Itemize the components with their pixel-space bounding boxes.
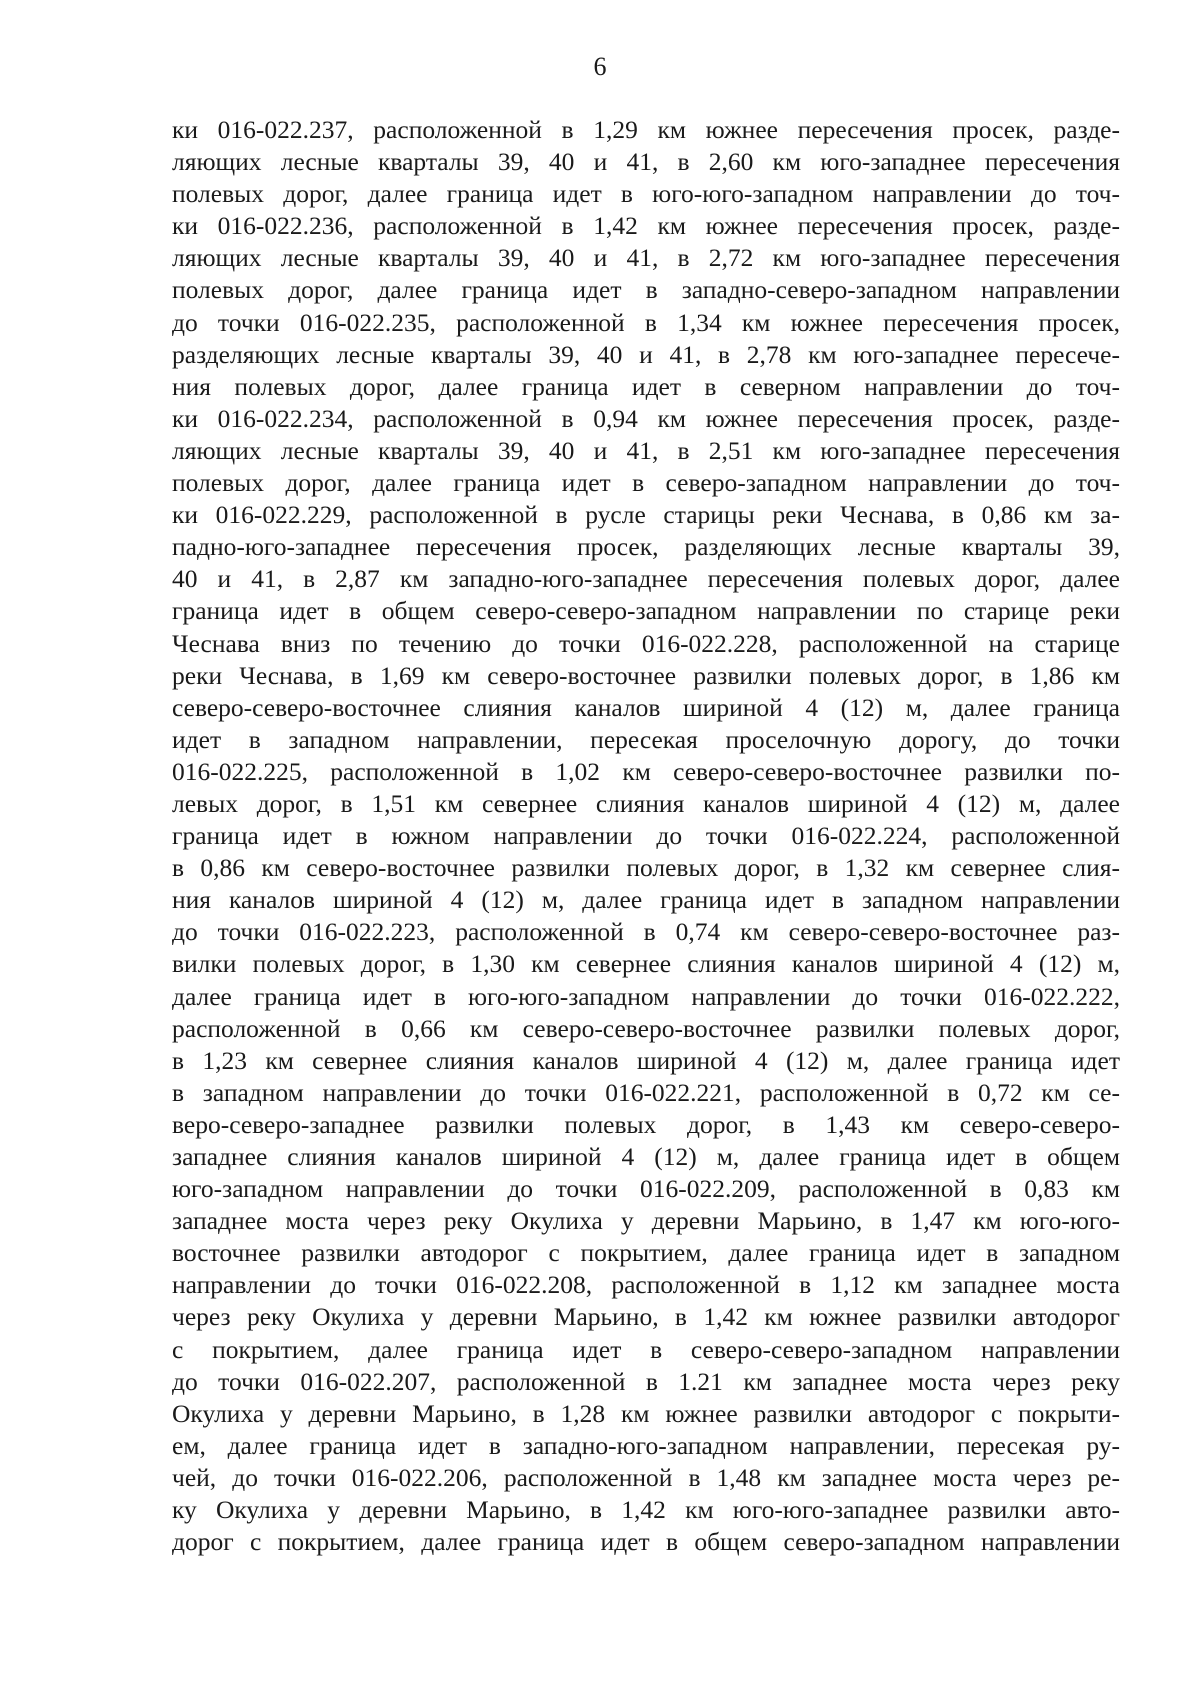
text-line: в 1,23 км севернее слияния каналов шириной 4 (12) м, далее граница идет (172, 1045, 1120, 1075)
text-line: идет в западном направлении, пересекая проселочную дорогу, до точки (172, 724, 1120, 754)
text-line: ки 016-022.229, расположенной в русле старицы реки Чеснава, в 0,86 км за- (172, 500, 1120, 530)
text-line: с покрытием, далее граница идет в северо-северо-западном направлении (172, 1334, 1120, 1364)
text-line: 016-022.225, расположенной в 1,02 км северо-северо-восточнее развилки по- (172, 756, 1120, 786)
text-line: северо-северо-восточнее слияния каналов шириной 4 (12) м, далее граница (172, 692, 1120, 722)
text-line: через реку Окулиха у деревни Марьино, в 1,42 км южнее развилки автодорог (172, 1302, 1120, 1332)
text-line: западнее моста через реку Окулиха у деревни Марьино, в 1,47 км юго-юго- (172, 1206, 1120, 1236)
text-line: ляющих лесные кварталы 39, 40 и 41, в 2,51 км юго-западнее пересечения (172, 435, 1120, 465)
text-line: ния каналов шириной 4 (12) м, далее граница идет в западном направлении (172, 885, 1120, 915)
text-line: ки 016-022.236, расположенной в 1,42 км южнее пересечения просек, разде- (172, 211, 1120, 241)
text-line: ляющих лесные кварталы 39, 40 и 41, в 2,72 км юго-западнее пересечения (172, 243, 1120, 273)
text-line: падно-юго-западнее пересечения просек, разделяющих лесные кварталы 39, (172, 532, 1120, 562)
text-line: Чеснава вниз по течению до точки 016-022.228, расположенной на старице (172, 628, 1120, 658)
text-line: чей, до точки 016-022.206, расположенной в 1,48 км западнее моста через ре- (172, 1462, 1120, 1492)
text-line: реки Чеснава, в 1,69 км северо-восточнее развилки полевых дорог, в 1,86 км (172, 660, 1120, 690)
text-line: полевых дорог, далее граница идет в северо-западном направлении до точ- (172, 468, 1120, 498)
text-line: Окулиха у деревни Марьино, в 1,28 км южнее развилки автодорог с покрыти- (172, 1398, 1120, 1428)
page-number: 6 (593, 52, 607, 81)
text-line: восточнее развилки автодорог с покрытием, далее граница идет в западном (172, 1238, 1120, 1268)
text-line: ем, далее граница идет в западно-юго-западном направлении, пересекая ру- (172, 1430, 1120, 1460)
text-line: дорог с покрытием, далее граница идет в общем северо-западном направлении (172, 1527, 1120, 1557)
text-line: далее граница идет в юго-юго-западном направлении до точки 016-022.222, (172, 981, 1120, 1011)
text-line: 40 и 41, в 2,87 км западно-юго-западнее пересечения полевых дорог, далее (172, 564, 1120, 594)
text-line: полевых дорог, далее граница идет в юго-юго-западном направлении до точ- (172, 179, 1120, 209)
body-text (172, 114, 1120, 1558)
text-line: вилки полевых дорог, в 1,30 км севернее слияния каналов шириной 4 (12) м, (172, 949, 1120, 979)
text-line: юго-западном направлении до точки 016-022.209, расположенной в 0,83 км (172, 1174, 1120, 1204)
text-line: ку Окулиха у деревни Марьино, в 1,42 км юго-юго-западнее развилки авто- (172, 1495, 1120, 1525)
text-line: разделяющих лесные кварталы 39, 40 и 41, в 2,78 км юго-западнее пересече- (172, 339, 1120, 369)
text-line: граница идет в южном направлении до точки 016-022.224, расположенной (172, 821, 1120, 851)
text-line: ки 016-022.234, расположенной в 0,94 км южнее пересечения просек, разде- (172, 403, 1120, 433)
text-line: ляющих лесные кварталы 39, 40 и 41, в 2,60 км юго-западнее пересечения (172, 147, 1120, 177)
text-line: полевых дорог, далее граница идет в западно-северо-западном направлении (172, 275, 1120, 305)
text-line: расположенной в 0,66 км северо-северо-восточнее развилки полевых дорог, (172, 1013, 1120, 1043)
text-line: в западном направлении до точки 016-022.221, расположенной в 0,72 км се- (172, 1077, 1120, 1107)
text-line: западнее слияния каналов шириной 4 (12) м, далее граница идет в общем (172, 1142, 1120, 1171)
text-line: граница идет в общем северо-северо-западном направлении по старице реки (172, 596, 1120, 626)
text-line: левых дорог, в 1,51 км севернее слияния каналов шириной 4 (12) м, далее (172, 788, 1120, 818)
text-line: до точки 016-022.223, расположенной в 0,74 км северо-северо-восточнее раз- (172, 917, 1120, 947)
text-line: в 0,86 км северо-восточнее развилки полевых дорог, в 1,32 км севернее слия- (172, 853, 1120, 883)
text-line: веро-северо-западнее развилки полевых дорог, в 1,43 км северо-северо- (172, 1109, 1120, 1139)
text-line: до точки 016-022.207, расположенной в 1.21 км западнее моста через реку (172, 1366, 1120, 1396)
text-line: направлении до точки 016-022.208, расположенной в 1,12 км западнее моста (172, 1270, 1120, 1300)
text-line: ния полевых дорог, далее граница идет в северном направлении до точ- (172, 371, 1120, 401)
text-line: ки 016-022.237, расположенной в 1,29 км южнее пересечения просек, разде- (172, 115, 1120, 144)
text-line: до точки 016-022.235, расположенной в 1,34 км южнее пересечения просек, (172, 307, 1120, 337)
